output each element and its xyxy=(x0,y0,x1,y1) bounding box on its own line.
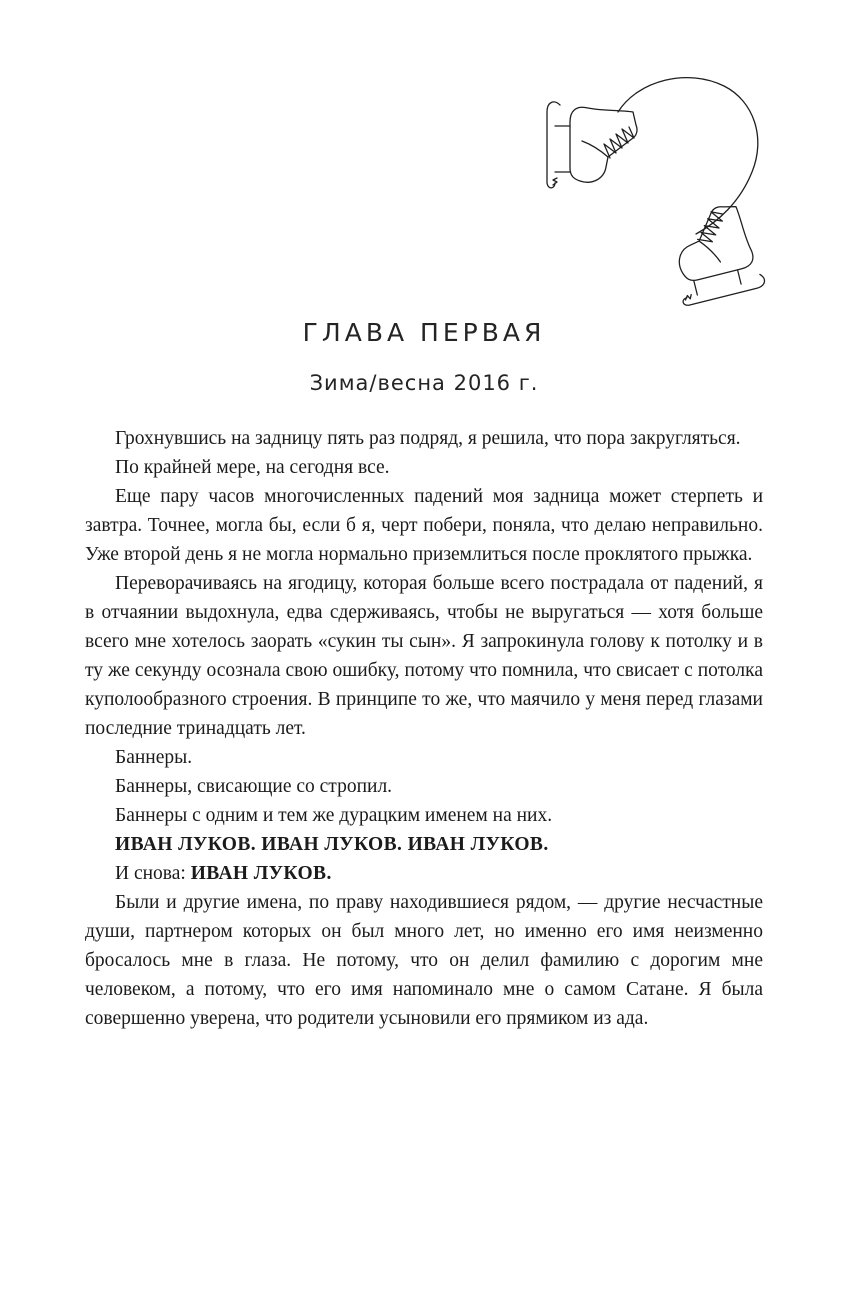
paragraph: Грохнувшись на задницу пять раз подряд, я решила, что пора закругляться. xyxy=(115,428,741,449)
paragraph: Были и другие имена, по праву находившиеся рядом, — другие несчастные души, партнером которых он был много лет, но именно его имя неизменно бросалось мне в глаза. Не потому, что он делил фамилию с дорогим мне человеком, а потому, что его имя напоминало мне о самом Сатане. Я была совершенно уверена, что родители усыновили его прямиком из ада. xyxy=(85,892,763,1029)
chapter-subtitle: Зима/весна 2016 г. xyxy=(309,371,539,395)
paragraph: Баннеры, свисающие со стропил. xyxy=(115,776,393,797)
paragraph: Баннеры. xyxy=(115,747,193,768)
paragraph: Баннеры с одним и тем же дурацким именем на них. xyxy=(115,805,553,826)
ivan-lukov-name: ИВАН ЛУКОВ. xyxy=(190,863,332,884)
skate-lower xyxy=(663,200,766,306)
chapter-title: ГЛАВА ПЕРВАЯ xyxy=(302,318,546,347)
paragraph: По крайней мере, на сегодня все. xyxy=(115,457,390,478)
skate-upper xyxy=(547,102,637,188)
paragraph-text: И снова: xyxy=(115,863,191,884)
paragraph: Переворачиваясь на ягодицу, которая больше всего пострадала от падений, я в отчаянии выдохнула, едва сдерживаясь, чтобы не выругаться — хотя больше всего мне хотелось заорать «сукин ты сын». Я запрокинула голову к потолку и в ту же секунду осознала свою ошибку, потому что помнила, что свисает с потолка куполообразного строения. В принципе то же, что маячило у меня перед глазами последние тринадцать лет. xyxy=(85,573,763,739)
ice-skates-icon xyxy=(538,76,770,312)
paragraph-ivan-lukov: ИВАН ЛУКОВ. ИВАН ЛУКОВ. ИВАН ЛУКОВ. xyxy=(115,834,549,855)
body-text xyxy=(85,424,763,1033)
paragraph: Еще пару часов многочисленных падений моя задница может стерпеть и завтра. Точнее, могла бы, если б я, черт побери, поняла, что делаю неправильно. Уже второй день я не могла нормально приземлиться после проклятого прыжка. xyxy=(85,486,763,565)
ice-skates-illustration xyxy=(538,76,770,312)
paragraph xyxy=(85,859,763,888)
